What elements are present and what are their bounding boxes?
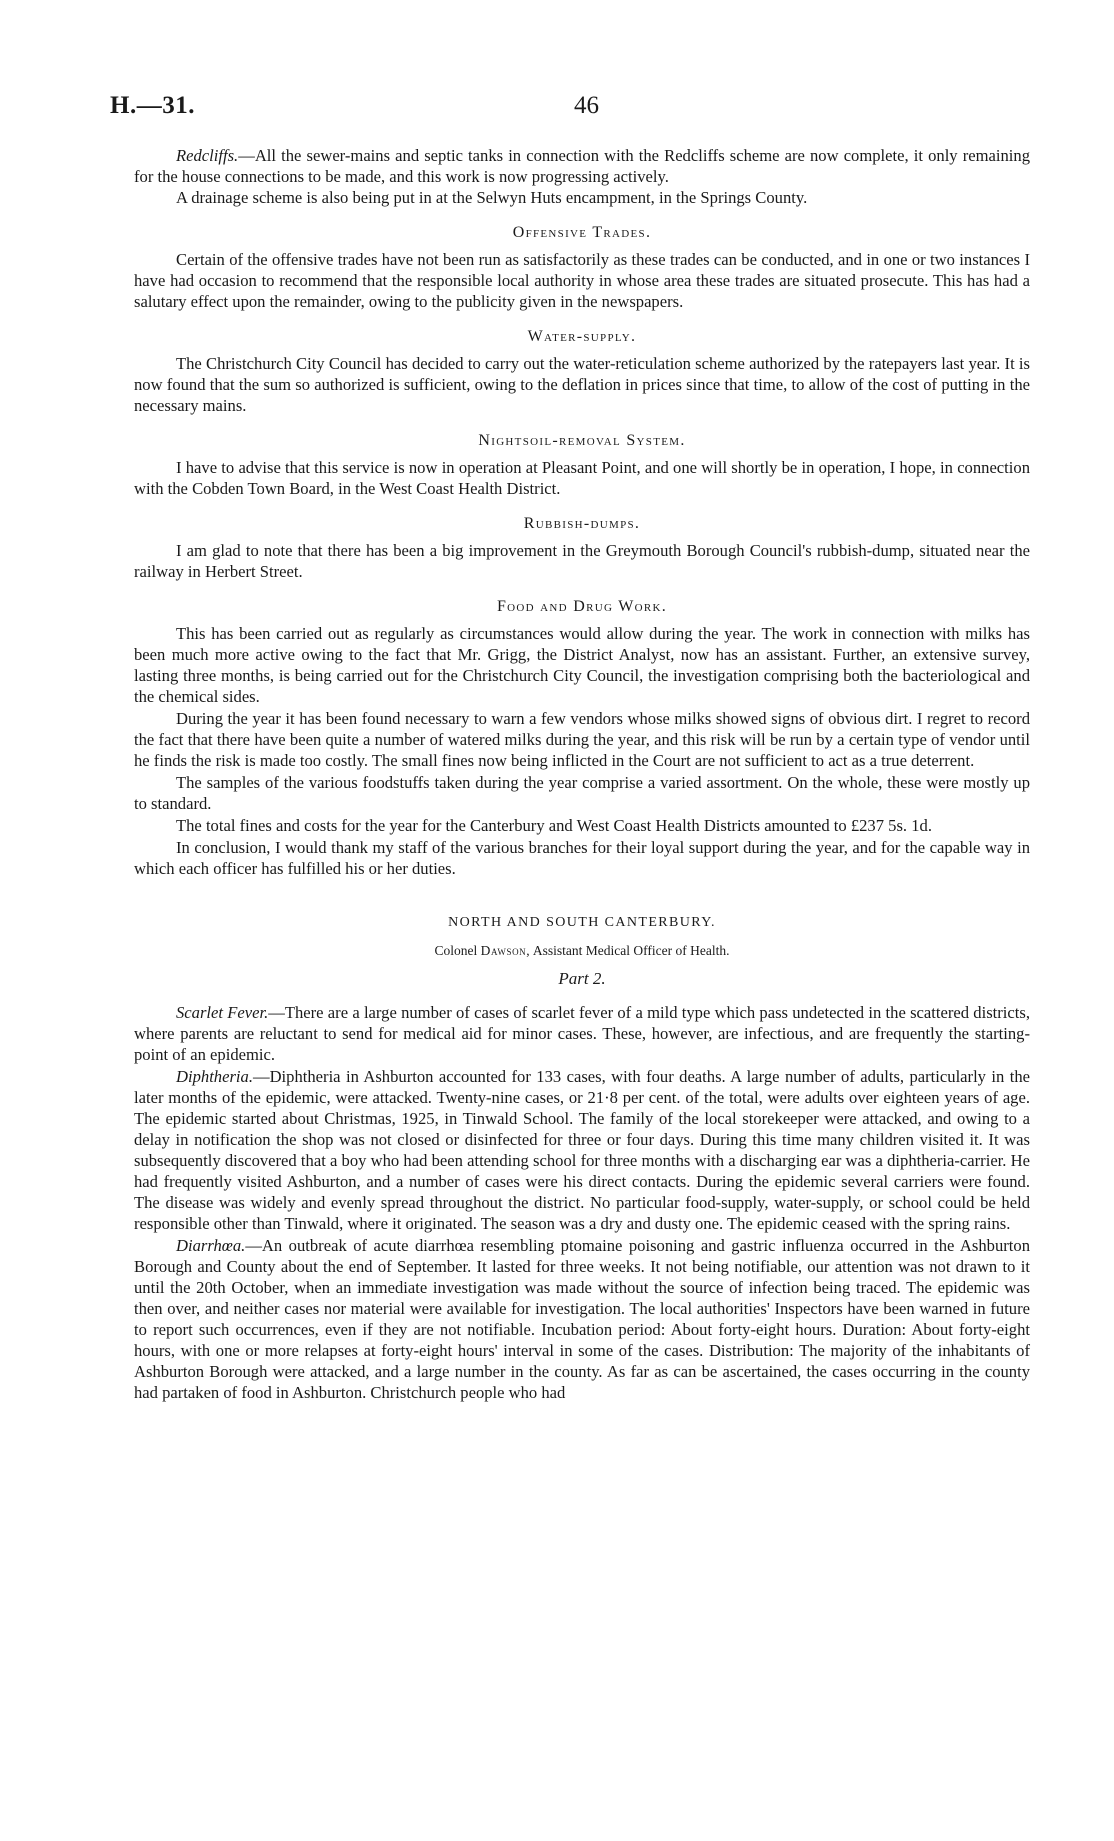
heading-north-south-canterbury: NORTH AND SOUTH CANTERBURY. [448, 915, 716, 930]
page-number: 46 [574, 92, 599, 119]
officer-line [134, 942, 1030, 960]
text-redcliffs: —All the sewer-mains and septic tanks in connection with the Redcliffs scheme are now complete, it only remaining for the house connections to be made, and this work is now progressing actively. [134, 146, 1030, 186]
paragraph-drainage: A drainage scheme is also being put in at the Selwyn Huts encampment, in the Springs County. [176, 188, 808, 207]
lead-scarlet-fever: Scarlet Fever. [176, 1003, 269, 1022]
paragraph-food-1: This has been carried out as regularly as circumstances would allow during the year. The work in connection with milks has been much more active owing to the fact that Mr. Grigg, the District Analyst, now has an assistant. Further, an extensive survey, lasting three months, is being carried out for the Christchurch City Council, the investigation comprising both the bacteriological and the chemical sides. [134, 624, 1030, 706]
heading-offensive-trades: Offensive Trades. [512, 224, 652, 241]
paragraph-food-3: The samples of the various foodstuffs taken during the year comprise a varied assortment. On the whole, these were mostly up to standard. [134, 773, 1030, 813]
heading-food-and-drug: Food and Drug Work. [496, 598, 668, 615]
heading-water-supply: Water-supply. [527, 328, 637, 345]
heading-nightsoil: Nightsoil-removal System. [478, 432, 686, 449]
heading-rubbish-dumps: Rubbish-dumps. [523, 515, 641, 532]
report-reference: H.—31. [110, 92, 195, 119]
lead-diarrhoea: Diarrhœa. [176, 1236, 246, 1255]
body-text [134, 145, 1030, 1403]
paragraph-diarrhoea [134, 1235, 1030, 1403]
paragraph-food-4: The total fines and costs for the year for the Canterbury and West Coast Health Districts amounted to £237 5s. 1d. [176, 816, 932, 835]
paragraph-offensive-trades: Certain of the offensive trades have not been run as satisfactorily as these trades can be conducted, and in one or two instances I have had occasion to recommend that the responsible local authority in whose area these trades are situated prosecute. This has had a salutary effect upon the remainder, owing to the publicity given in the newspapers. [134, 250, 1030, 311]
officer-rank: Colonel [434, 943, 478, 958]
text-diarrhoea: —An outbreak of acute diarrhœa resembling ptomaine poisoning and gastric influenza occurred in the Ashburton Borough and County about the end of September. It lasted for three weeks. It not being notifiable, our attention was not drawn to it until the 20th October, when an immediate investigation was made without the source of infection being traced. The epidemic was then over, and neither cases nor material were available for investigation. The local authorities' Inspectors have been warned in future to report such occurrences, even if they are not notifiable. Incubation period: About forty-eight hours. Duration: About forty-eight hours, with one or more relapses at forty-eight hours' interval in some of the cases. Distribution: The majority of the inhabitants of Ashburton Borough were attacked, and a large number in the county. As far as can be ascertained, the cases occurring in the county had partaken of food in Ashburton. Christchurch people who had [134, 1236, 1030, 1402]
lead-diphtheria: Diphtheria. [176, 1067, 253, 1086]
paragraph-diphtheria [134, 1066, 1030, 1234]
officer-name: Dawson, [480, 943, 531, 958]
part-label: Part 2. [558, 969, 606, 988]
paragraph-rubbish-dumps: I am glad to note that there has been a big improvement in the Greymouth Borough Council's rubbish-dump, situated near the railway in Herbert Street. [134, 541, 1030, 581]
paragraph-redcliffs [134, 145, 1030, 187]
paragraph-food-2: During the year it has been found necessary to warn a few vendors whose milks showed signs of obvious dirt. I regret to record the fact that there have been quite a number of watered milks during the year, and this risk will be run by a certain type of vendor until he finds the risk is made too costly. The small fines now being inflicted in the Court are not sufficient to act as a true deterrent. [134, 709, 1030, 770]
officer-title: Assistant Medical Officer of Health. [532, 943, 730, 958]
text-scarlet-fever: —There are a large number of cases of scarlet fever of a mild type which pass undetected in the scattered districts, where parents are reluctant to send for medical aid for minor cases. These, however, are infectious, and are frequently the starting-point of an epidemic. [134, 1003, 1030, 1064]
lead-redcliffs: Redcliffs. [176, 146, 239, 165]
paragraph-water-supply: The Christchurch City Council has decided to carry out the water-reticulation scheme authorized by the ratepayers last year. It is now found that the sum so authorized is sufficient, owing to the deflation in prices since that time, to allow of the cost of putting in the necessary mains. [134, 354, 1030, 415]
paragraph-scarlet-fever [134, 1002, 1030, 1065]
text-diphtheria: —Diphtheria in Ashburton accounted for 133 cases, with four deaths. A large number of adults, particularly in the later months of the epidemic, were attacked. Twenty-nine cases, or 21·8 per cent. of the total, were adults over eighteen years of age. The epidemic started about Christmas, 1925, in Tinwald School. The family of the local storekeeper were attacked, and owing to a delay in notification the shop was not closed or disinfected for three or four days. During this time many children visited it. It was subsequently discovered that a boy who had been attending school for three months with a discharging ear was a diphtheria-carrier. He had frequently visited Ashburton, and a number of cases were his direct contacts. During the epidemic several carriers were found. The disease was widely and evenly spread throughout the district. No particular food-supply, water-supply, or school could be held responsible other than Tinwald, where it originated. The season was a dry and dusty one. The epidemic ceased with the spring rains. [134, 1067, 1030, 1233]
paragraph-nightsoil: I have to advise that this service is now in operation at Pleasant Point, and one will shortly be in operation, I hope, in connection with the Cobden Town Board, in the West Coast Health District. [134, 458, 1030, 498]
paragraph-food-5: In conclusion, I would thank my staff of the various branches for their loyal support during the year, and for the capable way in which each officer has fulfilled his or her duties. [134, 838, 1030, 878]
